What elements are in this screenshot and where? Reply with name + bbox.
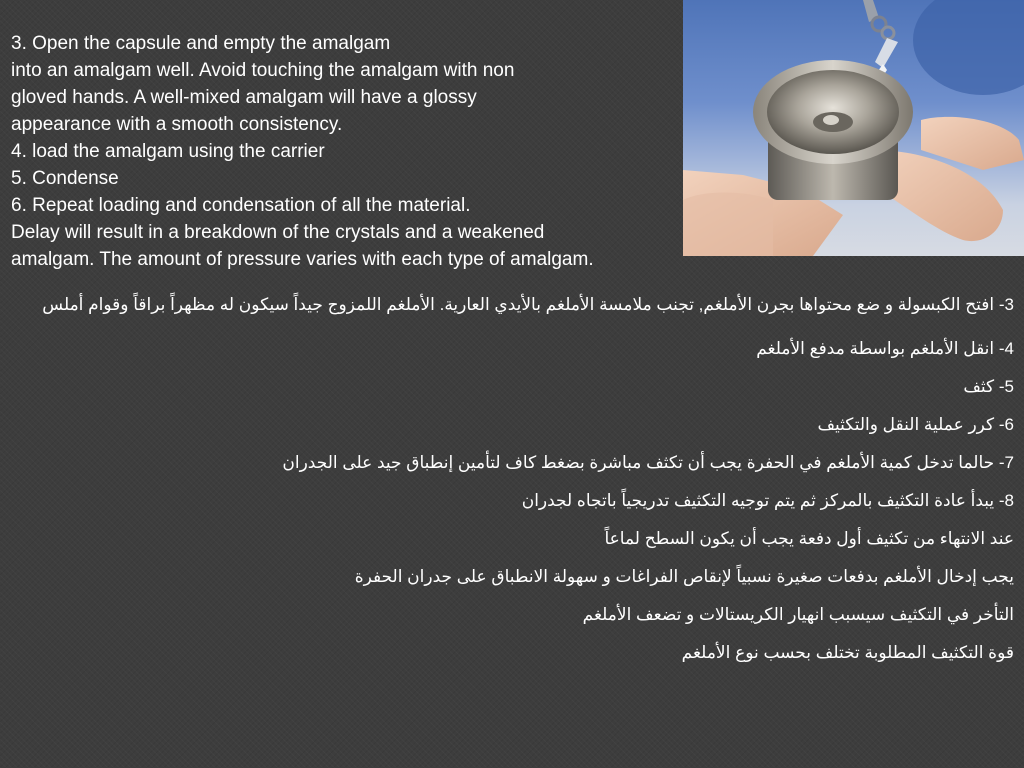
arabic-item: 3- افتح الكبسولة و ضع محتواها بجرن الأملغم, تجنب ملامسة الأملغم بالأيدي العارية. الأملغم اللمزوج جيداً سيكون له مظهراً براقاً وقوام أملس <box>42 295 1014 314</box>
arabic-instructions <box>20 290 1014 672</box>
arabic-item: قوة التكثيف المطلوبة تختلف بحسب نوع الأملغم <box>681 643 1014 662</box>
amalgam-well-photo <box>683 0 1024 256</box>
arabic-item: 7- حالما تدخل كمية الأملغم في الحفرة يجب أن تكثف مباشرة بضغط كاف لتأمين إنطباق جيد على الجدران <box>282 453 1014 472</box>
arabic-item: يجب إدخال الأملغم بدفعات صغيرة نسبياً لإنقاص الفراغات و سهولة الانطباق على جدران الحفرة <box>354 567 1014 586</box>
amalgam-well-illustration <box>683 0 1024 256</box>
english-line: amalgam. The amount of pressure varies with each type of amalgam. <box>11 249 594 270</box>
arabic-item: 6- كرر عملية النقل والتكثيف <box>817 415 1014 434</box>
arabic-item: 8- يبدأ عادة التكثيف بالمركز ثم يتم توجيه التكثيف تدريجياً باتجاه لجدران <box>521 491 1014 510</box>
english-line: 4. load the amalgam using the carrier <box>11 141 325 162</box>
english-line: into an amalgam well. Avoid touching the amalgam with non <box>11 60 515 81</box>
english-line: 5. Condense <box>11 168 119 189</box>
english-line: appearance with a smooth consistency. <box>11 114 343 135</box>
arabic-item: 5- كثف <box>963 377 1014 396</box>
english-line: 3. Open the capsule and empty the amalgam <box>11 33 391 54</box>
english-line: gloved hands. A well-mixed amalgam will have a glossy <box>11 87 477 108</box>
english-line: Delay will result in a breakdown of the crystals and a weakened <box>11 222 545 243</box>
arabic-item: عند الانتهاء من تكثيف أول دفعة يجب أن يكون السطح لماعاً <box>604 529 1014 548</box>
english-line: 6. Repeat loading and condensation of all the material. <box>11 195 471 216</box>
arabic-item: 4- انقل الأملغم بواسطة مدفع الأملغم <box>756 339 1014 358</box>
english-instructions <box>11 30 711 273</box>
arabic-item: التأخر في التكثيف سيسبب انهيار الكريستالات و تضعف الأملغم <box>582 605 1014 624</box>
